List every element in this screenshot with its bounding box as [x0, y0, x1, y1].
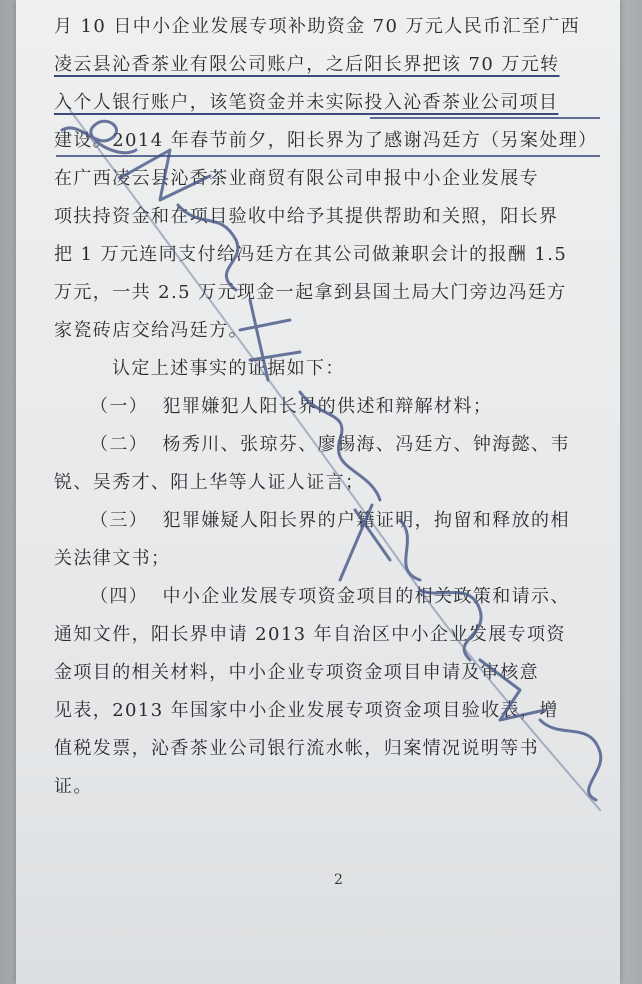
evidence-text-continued: 值税发票，沁香茶业公司银行流水帐，归案情况说明等书 [54, 738, 539, 759]
document-body [54, 8, 624, 806]
paragraph-line: 项扶持资金和在项目验收中给予其提供帮助和关照，阳长界 [54, 206, 559, 227]
evidence-label: （一） [90, 396, 149, 417]
paragraph-line: 把 1 万元连同支付给冯廷方在其公司做兼职会计的报酬 1.5 [54, 244, 568, 265]
evidence-label: （四） [90, 586, 149, 607]
paragraph-line: 建设。2014 年春节前夕，阳长界为了感谢冯廷方（另案处理） [54, 130, 598, 151]
page-number: 2 [334, 872, 343, 888]
evidence-item [54, 388, 624, 426]
evidence-text: 杨秀川、张琼芬、廖锡海、冯廷方、钟海懿、韦 [162, 434, 570, 455]
evidence-text: 犯罪嫌疑人阳长界的户籍证明，拘留和释放的相 [162, 510, 570, 531]
evidence-text-continued: 金项目的相关材料，中小企业专项资金项目申请及审核意 [54, 662, 539, 683]
evidence-intro: 认定上述事实的证据如下： [112, 358, 345, 379]
paragraph-line: 入个人银行账户，该笔资金并未实际投入沁香茶业公司项目 [54, 92, 559, 113]
paragraph-line: 凌云县沁香茶业有限公司账户，之后阳长界把该 70 万元转 [54, 54, 560, 75]
evidence-label: （二） [90, 434, 149, 455]
evidence-text-continued: 证。 [54, 776, 93, 797]
paragraph-line: 月 10 日中小企业发展专项补助资金 70 万元人民币汇至广西 [54, 16, 581, 37]
evidence-item [54, 426, 624, 464]
evidence-text-continued: 通知文件，阳长界申请 2013 年自治区中小企业发展专项资 [54, 624, 566, 645]
evidence-text: 中小企业发展专项资金项目的相关政策和请示、 [162, 586, 570, 607]
paragraph-line: 在广西凌云县沁香茶业商贸有限公司申报中小企业发展专 [54, 168, 539, 189]
evidence-label: （三） [90, 510, 149, 531]
evidence-text-continued: 锐、吴秀才、阳上华等人证人证言； [54, 472, 365, 493]
document-page [16, 0, 620, 984]
paragraph-line: 家瓷砖店交给冯廷方。 [54, 320, 248, 341]
evidence-text-continued: 见表，2013 年国家中小企业发展专项资金项目验收表，增 [54, 700, 559, 721]
evidence-text: 犯罪嫌犯人阳长界的供述和辩解材料； [162, 396, 493, 417]
evidence-text-continued: 关法律文书； [54, 548, 171, 569]
paragraph-line: 万元，一共 2.5 万元现金一起拿到县国土局大门旁边冯廷方 [54, 282, 567, 303]
evidence-item [54, 578, 624, 616]
evidence-item [54, 502, 624, 540]
